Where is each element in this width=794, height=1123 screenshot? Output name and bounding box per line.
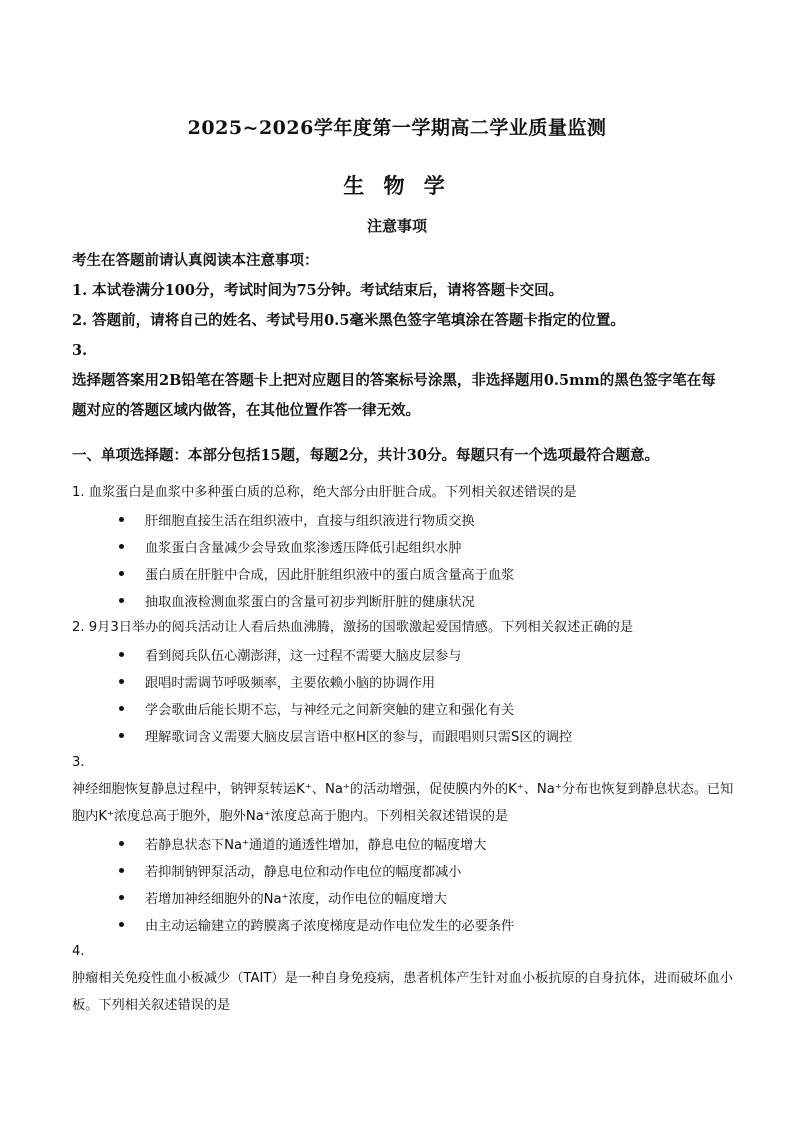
notice-item-2: 2. 答题前，请将自己的姓名、考试号用0.5毫米黑色签字笔填涂在答题卡指定的位置。: [72, 312, 625, 329]
question-1: [72, 479, 734, 614]
question-number: 4.: [72, 944, 85, 959]
option-text: 若静息状态下Na⁺通道的通透性增加，静息电位的幅度增大: [145, 838, 487, 853]
exam-title: 2025~2026学年度第一学期高二学业质量监测: [187, 117, 607, 139]
bullet-icon: [119, 544, 124, 549]
option-text: 跟唱时需调节呼吸频率，主要依赖小脑的协调作用: [145, 676, 436, 691]
option-item: [72, 830, 734, 857]
question-stem: 神经细胞恢复静息过程中，钠钾泵转运K⁺、Na⁺的活动增强，促使膜内外的K⁺、Na⁺分布也恢复到静息状态。已知胞内K⁺浓度总高于胞外，胞外Na⁺浓度总高于胞内。下列相关叙述错误的是: [72, 782, 734, 824]
option-text: 看到阅兵队伍心潮澎湃，这一过程不需要大脑皮层参与: [145, 649, 462, 664]
question-stem: 2. 9月3日举办的阅兵活动让人看后热血沸腾，激扬的国歌激起爱国情感。下列相关叙述正确的是: [72, 620, 634, 635]
option-text: 由主动运输建立的跨膜离子浓度梯度是动作电位发生的必要条件: [145, 919, 515, 934]
option-text: 血浆蛋白含量减少会导致血浆渗透压降低引起组织水肿: [145, 541, 462, 556]
option-item: [72, 722, 734, 749]
notice-heading: 注意事项: [366, 217, 427, 235]
option-item: [72, 695, 734, 722]
option-item: [72, 884, 734, 911]
notice-item-1: 1. 本试卷满分100分，考试时间为75分钟。考试结束后，请将答题卡交回。: [72, 282, 564, 299]
bullet-icon: [119, 868, 124, 873]
option-text: 学会歌曲后能长期不忘，与神经元之间新突触的建立和强化有关: [145, 703, 515, 718]
bullet-icon: [119, 652, 124, 657]
notice-item-3-text: 选择题答案用2B铅笔在答题卡上把对应题目的答案标号涂黑，非选择题用0.5mm的黑色签字笔在每题对应的答题区域内做答，在其他位置作答一律无效。: [72, 372, 716, 419]
question-3: [72, 749, 734, 938]
notice-block: [72, 246, 722, 426]
question-2: [72, 614, 734, 749]
bullet-icon: [119, 679, 124, 684]
option-text: 肝细胞直接生活在组织液中，直接与组织液进行物质交换: [145, 514, 475, 529]
bullet-icon: [119, 517, 124, 522]
bullet-icon: [119, 598, 124, 603]
option-text: 若增加神经细胞外的Na⁺浓度，动作电位的幅度增大: [145, 892, 447, 907]
option-item: [72, 911, 734, 938]
subject-title: 生 物 学: [343, 173, 451, 198]
bullet-icon: [119, 733, 124, 738]
option-item: [72, 857, 734, 884]
question-stem: 肿瘤相关免疫性血小板减少（TAIT）是一种自身免疫病，患者机体产生针对血小板抗原的自身抗体，进而破坏血小板。下列相关叙述错误的是: [72, 971, 733, 1013]
question-stem: 1. 血浆蛋白是血浆中多种蛋白质的总称，绝大部分由肝脏合成。下列相关叙述错误的是: [72, 485, 577, 500]
option-text: 抽取血液检测血浆蛋白的含量可初步判断肝脏的健康状况: [145, 595, 475, 610]
option-item: [72, 560, 734, 587]
option-text: 蛋白质在肝脏中合成，因此肝脏组织液中的蛋白质含量高于血浆: [145, 568, 515, 583]
option-item: [72, 641, 734, 668]
question-list: [72, 479, 734, 1019]
question-4: [72, 938, 734, 1019]
option-item: [72, 668, 734, 695]
bullet-icon: [119, 571, 124, 576]
bullet-icon: [119, 841, 124, 846]
question-number: 3.: [72, 755, 85, 770]
option-text: 若抑制钠钾泵活动，静息电位和动作电位的幅度都减小: [145, 865, 462, 880]
section-heading: 一、单项选择题：本部分包括15题，每题2分，共计30分。每题只有一个选项最符合题意。: [72, 447, 659, 464]
option-text: 理解歌词含义需要大脑皮层言语中枢H区的参与，而跟唱则只需S区的调控: [145, 730, 573, 745]
notice-item-3-number: 3.: [72, 342, 88, 359]
option-item: [72, 587, 734, 614]
bullet-icon: [119, 922, 124, 927]
option-item: [72, 533, 734, 560]
bullet-icon: [119, 895, 124, 900]
option-item: [72, 506, 734, 533]
notice-intro: 考生在答题前请认真阅读本注意事项：: [72, 252, 319, 269]
bullet-icon: [119, 706, 124, 711]
